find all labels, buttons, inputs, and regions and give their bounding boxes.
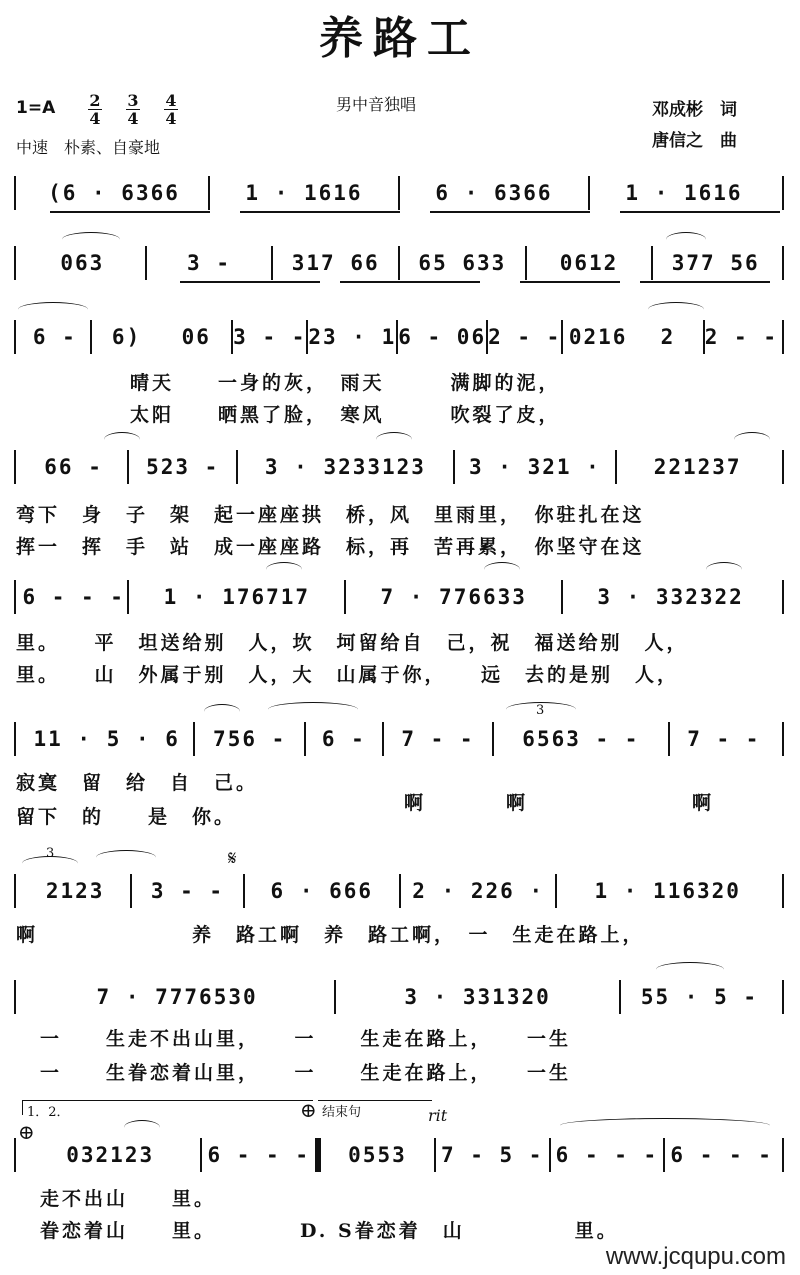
measure: 3 · 3233123 (264, 455, 426, 479)
measure: 6 - - - (670, 1143, 773, 1167)
measure: 6 - - - (555, 1143, 659, 1167)
measure: 2 (660, 325, 676, 349)
measure: 23 · 1 (308, 325, 397, 349)
measure: 6 - (32, 325, 77, 349)
measure: 66 - (44, 455, 103, 479)
slur (376, 432, 412, 447)
measure: 0216 (568, 325, 628, 349)
lyrics-ah: 啊 (404, 792, 427, 814)
measure: 2 · 226 · (412, 879, 545, 903)
lyrics-ds: D. S眷恋着 山 里。 (300, 1220, 619, 1242)
measure: 6 - (321, 727, 366, 751)
measure: 3 · 332322 (597, 585, 744, 609)
score-system-8 (14, 980, 784, 1014)
measure: 6 · 6366 (435, 181, 553, 205)
score-system-1 (14, 176, 784, 210)
measure: 3 · 331320 (404, 985, 551, 1009)
measure: 7 - - (401, 727, 475, 751)
volta-bracket: 1．2． (22, 1100, 313, 1115)
slur (560, 1118, 770, 1133)
measure: 2 - - (704, 325, 778, 349)
triplet-mark: 3 (536, 703, 545, 718)
tempo-marking: 中速 朴素、自豪地 (16, 138, 161, 157)
score-system-4 (14, 450, 784, 484)
coda-sign: ⊕ (300, 1098, 317, 1122)
score-system-5 (14, 580, 784, 614)
measure: 3 · 321 · (469, 455, 601, 479)
lyrics-verse-2: 太阳 晒黑了脸， 寒风 吹裂了皮， (130, 404, 561, 426)
measure: 3 - (187, 251, 231, 275)
slur (96, 850, 156, 865)
time-signature-4-4: 4 4 (165, 91, 177, 128)
measure: 6 - - - (22, 585, 125, 609)
measure: 1 · 116320 (594, 879, 741, 903)
measure: 032123 (66, 1143, 155, 1167)
measure: 11 · 5 · 6 (33, 727, 180, 751)
measure: 377 56 (671, 251, 760, 275)
measure: 7 - - (687, 727, 761, 751)
coda-sign: ⊕ (18, 1120, 35, 1144)
measure: 221237 (653, 455, 742, 479)
measure: 0553 (348, 1143, 407, 1167)
lyrics-verse-1: 里。 平 坦送给别 人，坎 坷留给自 己，祝 福送给别 人， (16, 632, 689, 654)
key-signature: 1=A (16, 98, 56, 118)
slur (204, 704, 240, 719)
measure: 7 · 7776530 (96, 985, 258, 1009)
measure: 1 · 1616 (245, 181, 363, 205)
slur (666, 232, 706, 247)
score-system-3 (14, 320, 784, 354)
measure: 063 (60, 251, 105, 275)
slur (484, 562, 520, 577)
composer-credit: 唐信之 曲 (652, 131, 737, 151)
slur (656, 962, 724, 977)
measure: 6) (111, 325, 142, 349)
measure: 65 633 (418, 251, 507, 275)
slur (268, 702, 358, 717)
measure: 0612 (559, 251, 619, 275)
watermark: www.jcqupu.com (605, 1243, 786, 1270)
measure: 3 - - (150, 879, 225, 903)
lyrics-verse-1: 一 生走不出山里， 一 生走在路上， 一生 (40, 1028, 572, 1050)
measure: 55 · 5 - (640, 985, 759, 1009)
segno-sign: 𝄋 (228, 846, 237, 870)
lyrics-ah: 啊 (506, 792, 529, 814)
slur (62, 232, 120, 247)
lyrics-ah: 啊 (692, 792, 715, 814)
lyrics-verse-2: 眷恋着山 里。 (40, 1220, 217, 1242)
measure: 3 - - (233, 325, 307, 349)
measure: (6 · 6366 (48, 181, 180, 205)
time-signature-3-4: 3 4 (127, 91, 139, 128)
measure: 317 66 (291, 251, 380, 275)
ending-label: 结束句 (318, 1100, 432, 1120)
score-system-2 (14, 246, 784, 280)
measure: 2123 (45, 879, 105, 903)
triplet-mark: 3 (46, 846, 55, 861)
lyrics-verse-1: 弯下 身 子 架 起一座座拱 桥，风 里雨里， 你驻扎在这 (16, 504, 645, 526)
measure: 1 · 1616 (625, 181, 743, 205)
ritardando-mark: rit (428, 1106, 448, 1125)
lyrics-verse-1: 寂寞 留 给 自 己。 (16, 772, 259, 794)
lyricist-credit: 邓成彬 词 (652, 100, 737, 120)
score-system-9 (14, 1138, 784, 1172)
measure: 1 · 176717 (163, 585, 311, 609)
performance-note: 男中音独唱 (336, 95, 417, 114)
lyrics-verse-1: 走不出山 里。 (40, 1188, 217, 1210)
measure: 6 - 06 (398, 325, 487, 349)
lyrics-verse-1: 晴天 一身的灰， 雨天 满脚的泥， (130, 372, 561, 394)
slur (104, 432, 140, 447)
measure: 523 - (146, 455, 220, 479)
measure: 6 · 666 (270, 879, 374, 903)
slur (18, 302, 88, 317)
song-title: 养路工 (319, 13, 481, 64)
lyrics-verse-2: 留下 的 是 你。 (16, 806, 237, 828)
time-signature-2-4: 2 4 (89, 91, 101, 128)
slur (706, 562, 742, 577)
measure: 756 - (213, 727, 287, 751)
lyrics-verse-2: 里。 山 外属于别 人，大 山属于你， 远 去的是别 人， (16, 664, 680, 686)
lyrics-verse-2: 挥一 挥 手 站 成一座座路 标，再 苦再累， 你坚守在这 (16, 536, 645, 558)
slur (734, 432, 770, 447)
measure: 06 (181, 325, 211, 349)
measure: 7 · 776633 (380, 585, 527, 609)
lyrics-verse-2: 一 生眷恋着山里， 一 生走在路上， 一生 (40, 1062, 572, 1084)
measure: 6563 - - (522, 727, 640, 751)
slur (266, 562, 302, 577)
measure: 6 - - - (207, 1143, 310, 1167)
lyrics-line: 啊 养 路工啊 养 路工啊， 一 生走在路上， (16, 924, 645, 946)
measure: 2 - - (488, 325, 562, 349)
slur (648, 302, 704, 317)
score-system-7 (14, 874, 784, 908)
measure: 7 - 5 - (440, 1143, 544, 1167)
score-system-6 (14, 722, 784, 756)
slur (124, 1120, 160, 1135)
